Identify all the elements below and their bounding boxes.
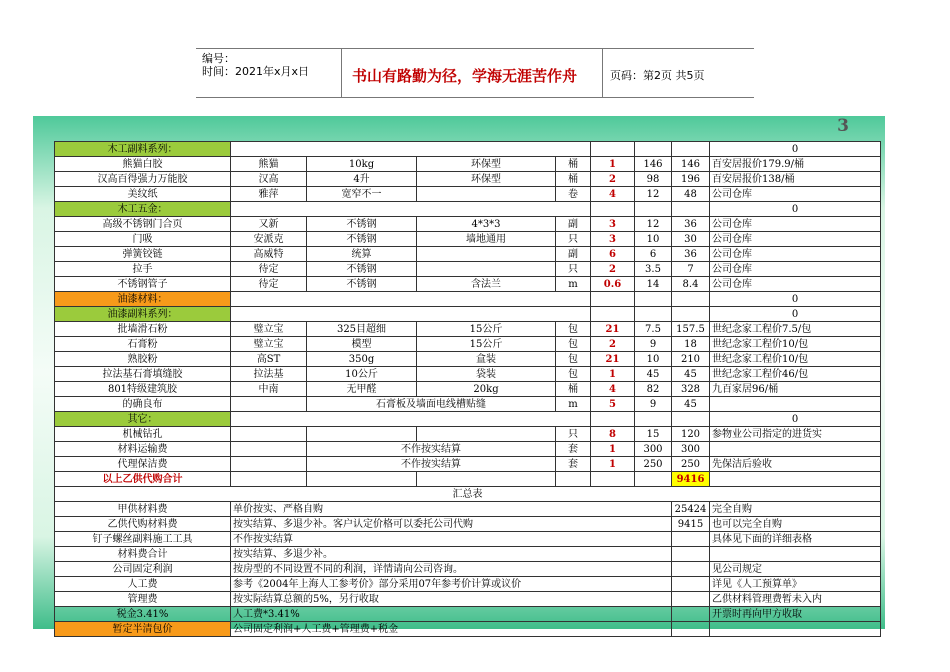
summary-amount: 9415: [672, 517, 710, 532]
summary-amount: 25424: [672, 502, 710, 517]
unit-cell: 卷: [556, 187, 591, 202]
unit-cell: 桶: [556, 382, 591, 397]
unit-cell: 包: [556, 322, 591, 337]
unit-cell: 包: [556, 367, 591, 382]
amount-cell: 0: [710, 412, 881, 427]
amount-cell: 8.4: [672, 277, 710, 292]
qty-cell: 21: [591, 322, 635, 337]
brand-cell: 熊猫: [231, 157, 307, 172]
price-cell: [635, 472, 672, 487]
section-label: 其它：: [55, 412, 231, 427]
table-cell: [591, 307, 635, 322]
brand-cell: 璧立宝: [231, 337, 307, 352]
table-row: [55, 352, 881, 367]
note-cell: 公司仓库: [710, 232, 881, 247]
table-cell: [635, 307, 672, 322]
spec-cell: [307, 472, 417, 487]
summary-desc: 按实结算、多退少补。: [231, 547, 672, 562]
materials-table: [54, 141, 881, 637]
table-row: [55, 187, 881, 202]
unit-cell: 副: [556, 217, 591, 232]
table-cell: [231, 292, 591, 307]
type-cell: [417, 187, 556, 202]
spreadsheet: [54, 141, 880, 635]
spec-cell: 不锈钢: [307, 277, 417, 292]
time-label: 时间：2021年x月x日: [202, 65, 310, 78]
item-name: 代理保洁费: [55, 457, 231, 472]
amount-cell: 196: [672, 172, 710, 187]
summary-note: 详见《人工预算单》: [710, 577, 881, 592]
header-divider: [602, 49, 603, 97]
table-row: [55, 457, 881, 472]
summary-desc: 参考《2004年上海人工参考价》部分采用07年参考价计算或议价: [231, 577, 672, 592]
qty-cell: 0.6: [591, 277, 635, 292]
amount-cell: 146: [672, 157, 710, 172]
brand-cell: 安派克: [231, 232, 307, 247]
unit-cell: 桶: [556, 172, 591, 187]
table-cell: [591, 292, 635, 307]
spec-cell: 不锈钢: [307, 232, 417, 247]
table-row: [55, 337, 881, 352]
qty-cell: 3: [591, 232, 635, 247]
summary-note: 具体见下面的详细表格: [710, 532, 881, 547]
brand-cell: 待定: [231, 262, 307, 277]
amount-cell: 30: [672, 232, 710, 247]
item-name: 801特级建筑胶: [55, 382, 231, 397]
unit-cell: 只: [556, 427, 591, 442]
amount-cell: 120: [672, 427, 710, 442]
price-cell: 12: [635, 187, 672, 202]
qty-cell: 2: [591, 262, 635, 277]
note-cell: 公司仓库: [710, 262, 881, 277]
brand-cell: [231, 442, 307, 457]
amount-cell: 0: [710, 307, 881, 322]
type-cell: 20kg: [417, 382, 556, 397]
item-name: 石膏粉: [55, 337, 231, 352]
note-cell: 参物业公司指定的进货实: [710, 427, 881, 442]
summary-amount: [672, 607, 710, 622]
spec-cell: 不作按实结算: [307, 457, 556, 472]
amount-cell: 250: [672, 457, 710, 472]
summary-label: 税金3.41%: [55, 607, 231, 622]
summary-label: 人工费: [55, 577, 231, 592]
table-row: [55, 142, 881, 157]
summary-desc: 按实际结算总额的5%，另行收取: [231, 592, 672, 607]
qty-cell: 1: [591, 442, 635, 457]
table-row: [55, 397, 881, 412]
qty-cell: 1: [591, 157, 635, 172]
amount-cell: 18: [672, 337, 710, 352]
table-row: [55, 172, 881, 187]
item-name: 批墙滑石粉: [55, 322, 231, 337]
header-meta: [202, 52, 309, 78]
unit-cell: m: [556, 277, 591, 292]
item-name: 拉手: [55, 262, 231, 277]
qty-cell: 4: [591, 382, 635, 397]
type-cell: 袋装: [417, 367, 556, 382]
note-cell: 世纪念家工程价10/包: [710, 337, 881, 352]
brand-cell: [231, 472, 307, 487]
type-cell: 15公斤: [417, 337, 556, 352]
table-cell: [672, 292, 710, 307]
summary-row: [55, 517, 881, 532]
qty-cell: 8: [591, 427, 635, 442]
price-cell: 146: [635, 157, 672, 172]
type-cell: 墙地通用: [417, 232, 556, 247]
summary-note: 见公司规定: [710, 562, 881, 577]
qty-cell: 4: [591, 187, 635, 202]
table-row: [55, 382, 881, 397]
type-cell: 环保型: [417, 157, 556, 172]
summary-desc: 单价按实、严格自购: [231, 502, 672, 517]
qty-cell: 21: [591, 352, 635, 367]
spec-cell: 350g: [307, 352, 417, 367]
table-cell: [231, 202, 591, 217]
spec-cell: 模型: [307, 337, 417, 352]
summary-amount: [672, 592, 710, 607]
table-cell: [635, 292, 672, 307]
type-cell: [417, 472, 556, 487]
unit-cell: 包: [556, 352, 591, 367]
item-name: 以上乙供代购合计: [55, 472, 231, 487]
summary-note: [710, 622, 881, 637]
amount-cell: 9416: [672, 472, 710, 487]
table-cell: [231, 307, 591, 322]
summary-amount: [672, 622, 710, 637]
price-cell: 45: [635, 367, 672, 382]
type-cell: 盒装: [417, 352, 556, 367]
summary-row: [55, 607, 881, 622]
table-row: [55, 472, 881, 487]
table-cell: [231, 412, 591, 427]
spec-cell: 石膏板及墙面电线槽贴缝: [307, 397, 556, 412]
summary-amount: [672, 562, 710, 577]
amount-cell: 300: [672, 442, 710, 457]
spec-cell: 10kg: [307, 157, 417, 172]
table-row: [55, 307, 881, 322]
price-cell: 9: [635, 397, 672, 412]
note-cell: 世纪念家工程价46/包: [710, 367, 881, 382]
brand-cell: 汉高: [231, 172, 307, 187]
summary-label: 公司固定利润: [55, 562, 231, 577]
note-cell: 公司仓库: [710, 247, 881, 262]
section-label: 木工五金：: [55, 202, 231, 217]
table-cell: [672, 307, 710, 322]
amount-cell: 36: [672, 247, 710, 262]
brand-cell: [231, 457, 307, 472]
serial-label: 编号：: [202, 52, 235, 65]
item-name: 机械钻孔: [55, 427, 231, 442]
price-cell: 3.5: [635, 262, 672, 277]
summary-row: [55, 502, 881, 517]
summary-note: 开票时再向甲方收取: [710, 607, 881, 622]
item-name: 熟胶粉: [55, 352, 231, 367]
note-cell: 世纪念家工程价7.5/包: [710, 322, 881, 337]
spec-cell: 10公斤: [307, 367, 417, 382]
summary-row: [55, 577, 881, 592]
summary-row: [55, 532, 881, 547]
table-row: [55, 412, 881, 427]
item-name: 汉高百得强力万能胶: [55, 172, 231, 187]
unit-cell: 只: [556, 262, 591, 277]
table-cell: [635, 412, 672, 427]
table-row: [55, 322, 881, 337]
table-row: [55, 262, 881, 277]
summary-label: 钉子螺丝副料施工工具: [55, 532, 231, 547]
price-cell: 9: [635, 337, 672, 352]
summary-desc: 公司固定利润+人工费+管理费+税金: [231, 622, 672, 637]
note-cell: 公司仓库: [710, 277, 881, 292]
item-name: 门吸: [55, 232, 231, 247]
qty-cell: 6: [591, 247, 635, 262]
spec-cell: 统算: [307, 247, 417, 262]
spec-cell: 宽窄不一: [307, 187, 417, 202]
spec-cell: 4升: [307, 172, 417, 187]
amount-cell: 7: [672, 262, 710, 277]
header-divider: [341, 49, 342, 97]
brand-cell: 高威特: [231, 247, 307, 262]
table-cell: [635, 202, 672, 217]
type-cell: [417, 247, 556, 262]
summary-desc: 人工费*3.41%: [231, 607, 672, 622]
summary-note: 乙供材料管理费暂未入内: [710, 592, 881, 607]
unit-cell: 桶: [556, 157, 591, 172]
summary-desc: 不作按实结算: [231, 532, 672, 547]
note-cell: 世纪念家工程价10/包: [710, 352, 881, 367]
amount-cell: 0: [710, 142, 881, 157]
item-name: 材料运输费: [55, 442, 231, 457]
table-cell: [591, 142, 635, 157]
section-label: 木工副料系列：: [55, 142, 231, 157]
amount-cell: 157.5: [672, 322, 710, 337]
price-cell: 250: [635, 457, 672, 472]
unit-cell: 包: [556, 337, 591, 352]
type-cell: 4*3*3: [417, 217, 556, 232]
type-cell: [417, 427, 556, 442]
page-info: 页码：第2页 共5页: [610, 69, 705, 82]
note-cell: 公司仓库: [710, 217, 881, 232]
note-cell: 百安居报价179.9/桶: [710, 157, 881, 172]
table-cell: [672, 142, 710, 157]
item-name: 美纹纸: [55, 187, 231, 202]
summary-amount: [672, 577, 710, 592]
summary-label: 材料费合计: [55, 547, 231, 562]
spec-cell: 不锈钢: [307, 217, 417, 232]
item-name: 拉法基石膏填缝胶: [55, 367, 231, 382]
table-row: [55, 157, 881, 172]
price-cell: 6: [635, 247, 672, 262]
price-cell: 98: [635, 172, 672, 187]
table-cell: [231, 142, 591, 157]
summary-desc: 按房型的不同设置不同的利润，详情请向公司咨询。: [231, 562, 672, 577]
spec-cell: 不作按实结算: [307, 442, 556, 457]
qty-cell: [591, 472, 635, 487]
note-cell: [710, 472, 881, 487]
summary-amount: [672, 532, 710, 547]
price-cell: 300: [635, 442, 672, 457]
price-cell: 10: [635, 352, 672, 367]
qty-cell: 3: [591, 217, 635, 232]
price-cell: 12: [635, 217, 672, 232]
table-row: [55, 442, 881, 457]
brand-cell: [231, 397, 307, 412]
brand-cell: 高ST: [231, 352, 307, 367]
qty-cell: 1: [591, 457, 635, 472]
note-cell: 百安居报价138/桶: [710, 172, 881, 187]
brand-cell: 雅萍: [231, 187, 307, 202]
type-cell: 15公斤: [417, 322, 556, 337]
summary-label: 甲供材料费: [55, 502, 231, 517]
spec-cell: 325目超细: [307, 322, 417, 337]
amount-cell: 0: [710, 292, 881, 307]
type-cell: [417, 262, 556, 277]
type-cell: 含法兰: [417, 277, 556, 292]
table-row: [55, 277, 881, 292]
table-row: [55, 427, 881, 442]
note-cell: [710, 397, 881, 412]
summary-title: 汇总表: [55, 487, 881, 502]
brand-cell: [231, 427, 307, 442]
type-cell: 环保型: [417, 172, 556, 187]
table-cell: [591, 202, 635, 217]
item-name: 不锈钢管子: [55, 277, 231, 292]
unit-cell: m: [556, 397, 591, 412]
qty-cell: 2: [591, 172, 635, 187]
amount-cell: 328: [672, 382, 710, 397]
amount-cell: 210: [672, 352, 710, 367]
summary-note: 也可以完全自购: [710, 517, 881, 532]
table-row: [55, 232, 881, 247]
table-cell: [635, 142, 672, 157]
unit-cell: 套: [556, 457, 591, 472]
price-cell: 10: [635, 232, 672, 247]
price-cell: 14: [635, 277, 672, 292]
summary-note: [710, 547, 881, 562]
summary-amount: [672, 547, 710, 562]
unit-cell: 副: [556, 247, 591, 262]
section-label: 油漆副料系列：: [55, 307, 231, 322]
table-cell: [672, 202, 710, 217]
amount-cell: 0: [710, 202, 881, 217]
unit-cell: [556, 472, 591, 487]
note-cell: 先保洁后验收: [710, 457, 881, 472]
table-row: [55, 292, 881, 307]
section-label: 油漆材料：: [55, 292, 231, 307]
table-row: [55, 247, 881, 262]
brand-cell: 中南: [231, 382, 307, 397]
summary-row: [55, 622, 881, 637]
brand-cell: 拉法基: [231, 367, 307, 382]
summary-row: [55, 547, 881, 562]
summary-desc: 按实结算、多退少补。客户认定价格可以委托公司代购: [231, 517, 672, 532]
spec-cell: 无甲醛: [307, 382, 417, 397]
page-number: 3: [837, 116, 849, 136]
qty-cell: 1: [591, 367, 635, 382]
spec-cell: [307, 427, 417, 442]
item-name: 熊猫白胶: [55, 157, 231, 172]
unit-cell: 套: [556, 442, 591, 457]
amount-cell: 48: [672, 187, 710, 202]
note-cell: [710, 442, 881, 457]
summary-label: 乙供代购材料费: [55, 517, 231, 532]
header-motto: 书山有路勤为径，学海无涯苦作舟: [352, 67, 578, 85]
note-cell: 九百家居96/桶: [710, 382, 881, 397]
brand-cell: 又新: [231, 217, 307, 232]
amount-cell: 36: [672, 217, 710, 232]
summary-label: 管理费: [55, 592, 231, 607]
amount-cell: 45: [672, 367, 710, 382]
spec-cell: 不锈钢: [307, 262, 417, 277]
table-cell: [591, 412, 635, 427]
price-cell: 15: [635, 427, 672, 442]
summary-note: 完全自购: [710, 502, 881, 517]
summary-label: 暂定半清包价: [55, 622, 231, 637]
price-cell: 7.5: [635, 322, 672, 337]
summary-title-row: [55, 487, 881, 502]
page-header: [196, 48, 754, 98]
brand-cell: 璧立宝: [231, 322, 307, 337]
qty-cell: 2: [591, 337, 635, 352]
table-row: [55, 217, 881, 232]
unit-cell: 只: [556, 232, 591, 247]
summary-row: [55, 562, 881, 577]
amount-cell: 45: [672, 397, 710, 412]
summary-row: [55, 592, 881, 607]
item-name: 的确良布: [55, 397, 231, 412]
item-name: 弹簧铰链: [55, 247, 231, 262]
table-row: [55, 202, 881, 217]
table-row: [55, 367, 881, 382]
qty-cell: 5: [591, 397, 635, 412]
item-name: 高级不锈钢门合页: [55, 217, 231, 232]
note-cell: 公司仓库: [710, 187, 881, 202]
brand-cell: 待定: [231, 277, 307, 292]
table-cell: [672, 412, 710, 427]
price-cell: 82: [635, 382, 672, 397]
